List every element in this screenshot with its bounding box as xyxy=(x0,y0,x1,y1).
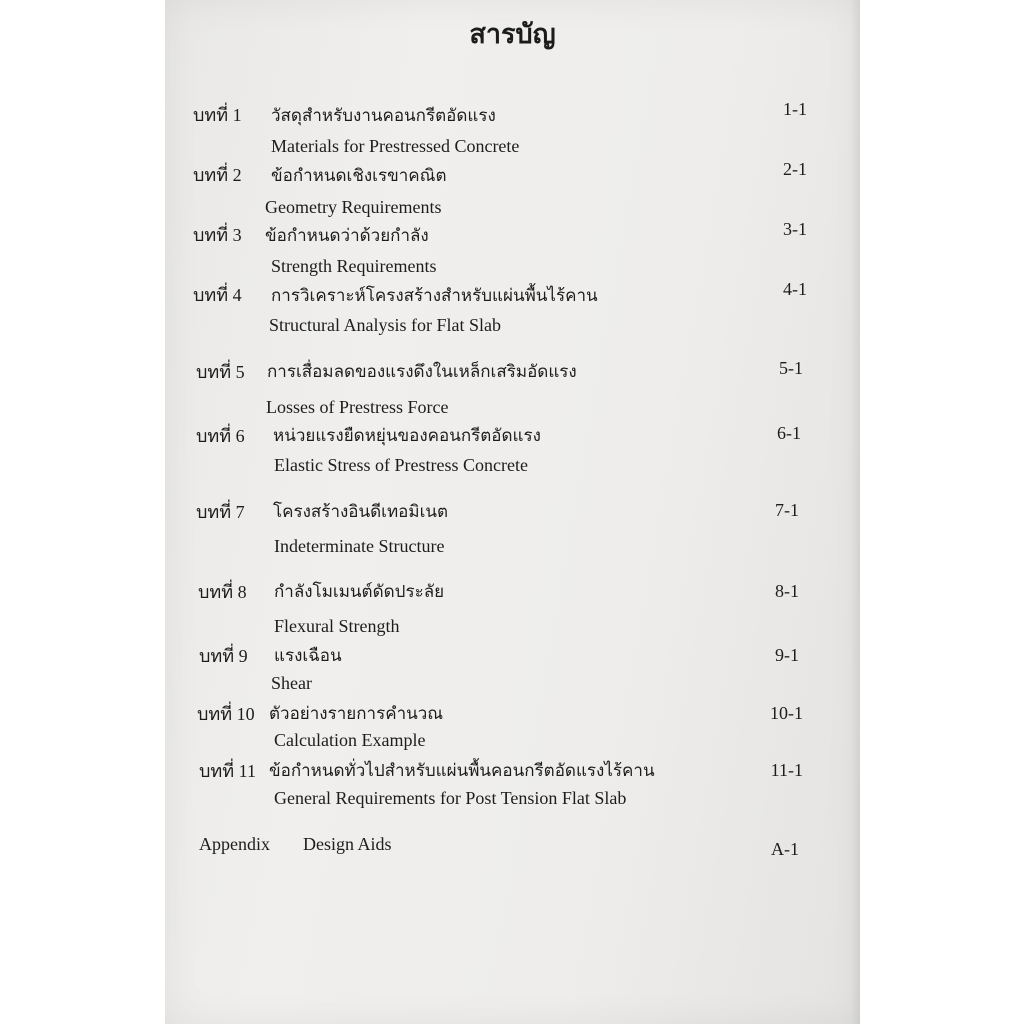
chapter-thai-title: วัสดุสำหรับงานคอนกรีตอัดแรง xyxy=(271,106,496,125)
chapter-label: บทที่ 8 xyxy=(198,582,247,602)
chapter-english-title: Strength Requirements xyxy=(271,256,437,276)
chapter-english-title: Structural Analysis for Flat Slab xyxy=(269,315,501,335)
chapter-english-title: General Requirements for Post Tension Flat Slab xyxy=(274,788,627,808)
chapter-english-title: Elastic Stress of Prestress Concrete xyxy=(274,455,528,475)
page-number: 6-1 xyxy=(777,423,801,443)
page-number: 10-1 xyxy=(770,703,803,723)
chapter-thai-title: ข้อกำหนดว่าด้วยกำลัง xyxy=(265,226,429,245)
chapter-thai-title: แรงเฉือน xyxy=(274,646,342,665)
chapter-english-title: Flexural Strength xyxy=(274,616,400,636)
chapter-thai-title: การวิเคราะห์โครงสร้างสำหรับแผ่นพื้นไร้คาน xyxy=(271,286,598,305)
page-number: 8-1 xyxy=(775,581,799,601)
chapter-label: บทที่ 9 xyxy=(199,646,248,666)
chapter-thai-title: กำลังโมเมนต์ดัดประลัย xyxy=(274,582,445,601)
chapter-label: บทที่ 3 xyxy=(193,225,242,245)
chapter-label: บทที่ 2 xyxy=(193,165,242,185)
appendix-label: Appendix xyxy=(199,834,270,854)
chapter-english-title: Shear xyxy=(271,673,312,693)
chapter-english-title: Losses of Prestress Force xyxy=(266,397,449,417)
page-number: 9-1 xyxy=(775,645,799,665)
page-number: 3-1 xyxy=(783,219,807,239)
chapter-english-title: Calculation Example xyxy=(274,730,426,750)
chapter-thai-title: โครงสร้างอินดีเทอมิเนต xyxy=(273,502,449,521)
chapter-label: บทที่ 1 xyxy=(193,105,242,125)
page-number: A-1 xyxy=(771,839,799,859)
chapter-thai-title: ข้อกำหนดทั่วไปสำหรับแผ่นพื้นคอนกรีตอัดแรงไร้คาน xyxy=(269,761,655,780)
chapter-english-title: Geometry Requirements xyxy=(265,197,442,217)
chapter-label: บทที่ 11 xyxy=(199,761,256,781)
chapter-thai-title: หน่วยแรงยืดหยุ่นของคอนกรีตอัดแรง xyxy=(273,426,541,445)
chapter-thai-title: ข้อกำหนดเชิงเรขาคณิต xyxy=(271,166,447,185)
page-number: 2-1 xyxy=(783,159,807,179)
page-number: 5-1 xyxy=(779,358,803,378)
page-number: 4-1 xyxy=(783,279,807,299)
page-number: 11-1 xyxy=(770,760,803,780)
appendix-title: Design Aids xyxy=(303,834,392,854)
chapter-label: บทที่ 5 xyxy=(196,362,245,382)
page-number: 7-1 xyxy=(775,500,799,520)
chapter-label: บทที่ 10 xyxy=(197,704,255,724)
page-number: 1-1 xyxy=(783,99,807,119)
chapter-label: บทที่ 7 xyxy=(196,502,245,522)
chapter-english-title: Materials for Prestressed Concrete xyxy=(271,136,520,156)
page-title: สารบัญ xyxy=(469,19,556,50)
chapter-label: บทที่ 6 xyxy=(196,426,245,446)
chapter-thai-title: ตัวอย่างรายการคำนวณ xyxy=(269,704,444,723)
book-page xyxy=(165,0,860,1024)
chapter-english-title: Indeterminate Structure xyxy=(274,536,445,556)
chapter-label: บทที่ 4 xyxy=(193,285,242,305)
chapter-thai-title: การเสื่อมลดของแรงดึงในเหล็กเสริมอัดแรง xyxy=(267,362,577,381)
